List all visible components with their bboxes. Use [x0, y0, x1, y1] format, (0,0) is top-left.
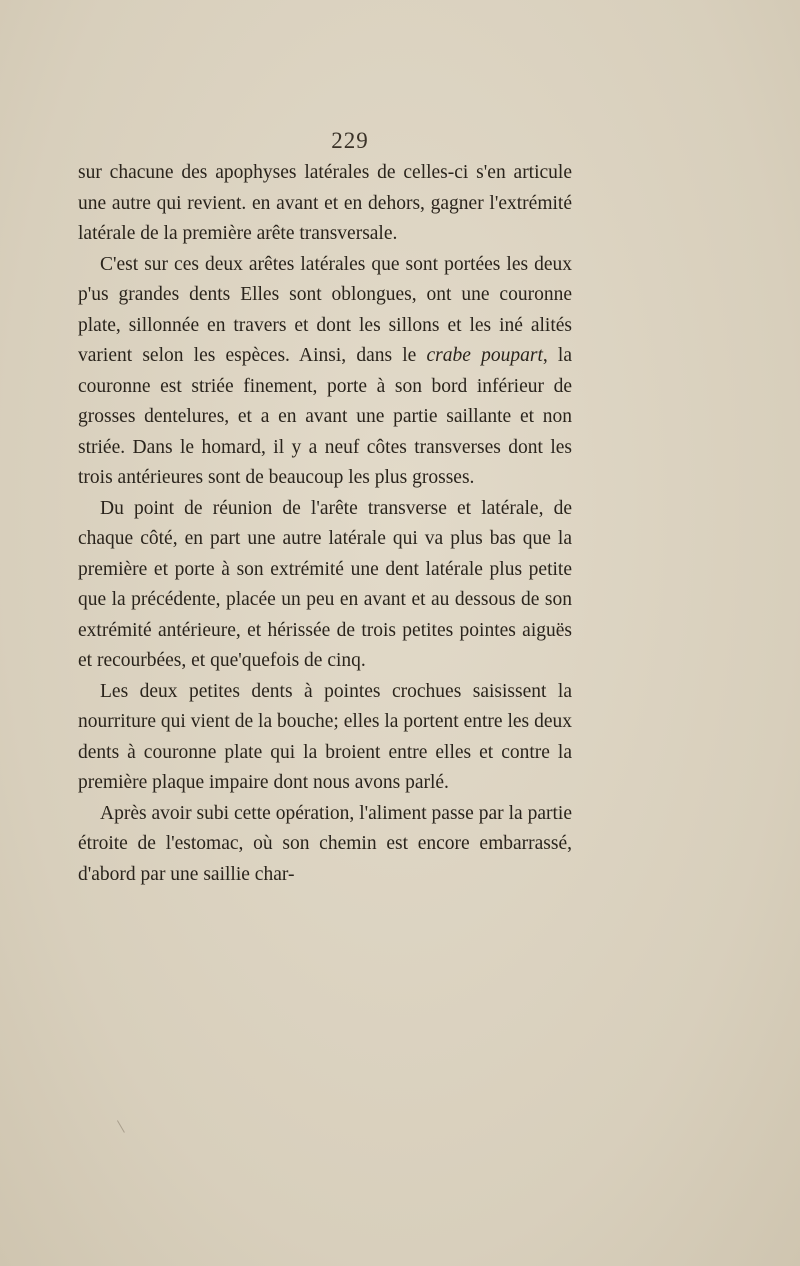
paragraph-5: Après avoir subi cette opération, l'aliment passe par la partie étroite de l'estomac, où son chemin est encore embarrassé, d'abord par une saillie char- — [78, 802, 572, 885]
paragraph-2-text-b: , la couronne est striée finement, porte à son bord inférieur de grosses dentelures, et a en avant une partie saillante et non striée. Dans le homard, il y a neuf côtes transverses dont les trois antérieures sont de beaucoup les plus grosses. — [78, 345, 573, 488]
paragraph-3: Du point de réunion de l'arête transverse et latérale, de chaque côté, en part une autre latérale qui va plus bas que la première et porte à son extrémité une dent latérale plus petite que la précédente, placée un peu en avant et au dessous de son extrémité antérieure, et hérissée de trois petites pointes aiguës et recourbées, et que'quefois de cinq. — [78, 497, 572, 671]
page-number: 229 — [331, 128, 369, 153]
paragraph-2 — [78, 250, 572, 494]
ink-mark — [117, 1117, 130, 1133]
paragraph-4: Les deux petites dents à pointes crochues saisissent la nourriture qui vient de la bouche; elles la portent entre les deux dents à couronne plate qui la broient entre elles et contre la première plaque impaire dont nous avons parlé. — [78, 680, 572, 793]
paragraph-2-text-a: C'est sur ces deux arêtes latérales que sont portées les deux p'us grandes dents Elles sont oblongues, ont une couronne plate, sillonnée en travers et dont les sillons et les iné alités varient selon les espèces. Ainsi, dans le — [78, 253, 572, 366]
species-name: crabe poupart — [426, 345, 543, 366]
page-text — [78, 158, 572, 890]
paragraph-1: sur chacune des apophyses latérales de celles-ci s'en articule une autre qui revient. en avant et en dehors, gagner l'extrémité latérale de la première arête transversale. — [78, 162, 572, 244]
